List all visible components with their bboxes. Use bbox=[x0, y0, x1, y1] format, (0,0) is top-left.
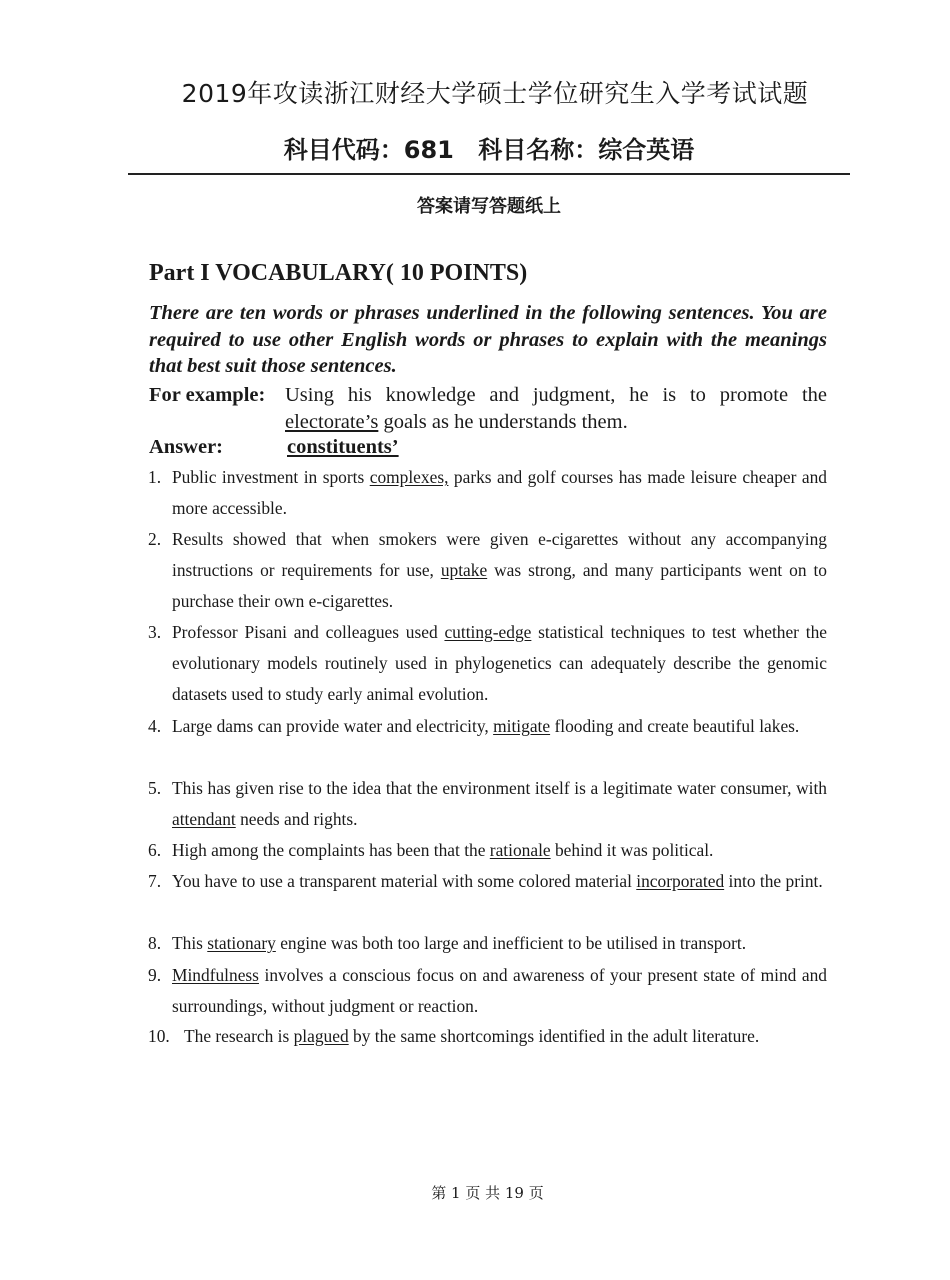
question-text-after: behind it was political. bbox=[550, 840, 714, 860]
example-sentence bbox=[285, 382, 827, 436]
underlined-word: cutting-edge bbox=[444, 622, 532, 642]
underlined-word: stationary bbox=[207, 933, 276, 953]
question-text-after: parks and golf courses has made leisure cheaper and more accessible. bbox=[172, 467, 827, 518]
question-text bbox=[172, 617, 827, 710]
question-item bbox=[148, 1021, 827, 1052]
question-text bbox=[172, 835, 827, 866]
question-number: 5. bbox=[148, 778, 162, 798]
answer-value: constituents’ bbox=[287, 436, 399, 458]
exam-title: 2019年攻读浙江财经大学硕士学位研究生入学考试试题 bbox=[181, 79, 809, 108]
question-number: 1. bbox=[148, 467, 162, 487]
question-text-before: Professor Pisani and colleagues used bbox=[172, 622, 445, 642]
question-text bbox=[172, 524, 827, 617]
question-text-before: Public investment in sports bbox=[172, 467, 370, 487]
question-text bbox=[172, 960, 827, 1022]
question-text-after: needs and rights. bbox=[235, 809, 358, 829]
question-text bbox=[184, 1021, 827, 1052]
underlined-word: Mindfulness bbox=[172, 965, 259, 985]
question-number: 3. bbox=[148, 622, 162, 642]
underlined-word: attendant bbox=[172, 809, 236, 829]
underlined-word: mitigate bbox=[493, 716, 551, 736]
underlined-word: uptake bbox=[440, 560, 488, 580]
question-item bbox=[148, 960, 827, 1022]
question-text bbox=[172, 711, 827, 742]
question-number: 8. bbox=[148, 933, 162, 953]
page-footer: 第 1 页 共 19 页 bbox=[431, 1184, 544, 1202]
question-text-after: by the same shortcomings identified in the adult literature. bbox=[348, 1026, 760, 1046]
question-number: 9. bbox=[148, 965, 162, 985]
header-divider bbox=[128, 173, 850, 175]
subject-line bbox=[0, 130, 950, 165]
question-item bbox=[148, 773, 827, 835]
question-text bbox=[172, 928, 827, 959]
question-text-after: into the print. bbox=[724, 871, 823, 891]
question-text-before: The research is bbox=[184, 1026, 294, 1046]
subject-name: 科目名称：综合英语 bbox=[478, 136, 695, 164]
question-text-before: Results showed that when smokers were given e-cigarettes without any accompanying instructions or requirements for use, bbox=[172, 529, 827, 580]
example-before: Using his knowledge and judgment, he is to promote the bbox=[285, 384, 827, 406]
part-instructions: There are ten words or phrases underlined in the following sentences. You are required to use other English words or phrases to explain with the meanings that best suit those sentences. bbox=[149, 302, 827, 377]
question-number: 4. bbox=[148, 716, 162, 736]
question-item bbox=[148, 617, 827, 710]
question-text bbox=[172, 773, 827, 835]
question-text-after: statistical techniques to test whether the evolutionary models routinely used in phylogenetics can adequately describe the genomic datasets used to study early animal evolution. bbox=[172, 622, 827, 704]
underlined-word: complexes, bbox=[369, 467, 449, 487]
question-item bbox=[148, 711, 827, 742]
question-number: 7. bbox=[148, 871, 162, 891]
question-item bbox=[148, 835, 827, 866]
question-text bbox=[172, 462, 827, 524]
example-underlined-word: electorate’s bbox=[285, 411, 379, 433]
question-item bbox=[148, 462, 827, 524]
question-number: 10. bbox=[148, 1026, 170, 1046]
question-text-before: This bbox=[172, 933, 208, 953]
question-text-after: engine was both too large and inefficient to be utilised in transport. bbox=[275, 933, 747, 953]
example-after: goals as he understands them. bbox=[378, 411, 628, 433]
question-text-before: High among the complaints has been that the bbox=[172, 840, 490, 860]
question-number: 6. bbox=[148, 840, 162, 860]
example-label: For example: bbox=[149, 384, 266, 406]
answer-label: Answer: bbox=[149, 436, 224, 458]
question-text-after: involves a conscious focus on and awareness of your present state of mind and surroundings, without judgment or reaction. bbox=[172, 965, 827, 1016]
part-title: Part I VOCABULARY( 10 POINTS) bbox=[149, 260, 528, 286]
question-text-after: flooding and create beautiful lakes. bbox=[550, 716, 800, 736]
underlined-word: plagued bbox=[293, 1026, 349, 1046]
underlined-word: rationale bbox=[489, 840, 551, 860]
question-number: 2. bbox=[148, 529, 162, 549]
answer-sheet-notice: 答案请写答题纸上 bbox=[417, 196, 561, 217]
question-text bbox=[172, 866, 827, 897]
question-item bbox=[148, 928, 827, 959]
question-text-before: This has given rise to the idea that the environment itself is a legitimate water consumer, with bbox=[172, 778, 827, 798]
subject-code: 科目代码：681 bbox=[283, 136, 454, 164]
question-text-before: Large dams can provide water and electricity, bbox=[172, 716, 494, 736]
question-item bbox=[148, 524, 827, 617]
question-item bbox=[148, 866, 827, 897]
question-text-after: was strong, and many participants went on to purchase their own e-cigarettes. bbox=[172, 560, 828, 611]
underlined-word: incorporated bbox=[636, 871, 725, 891]
question-text-before: You have to use a transparent material with some colored material bbox=[172, 871, 637, 891]
